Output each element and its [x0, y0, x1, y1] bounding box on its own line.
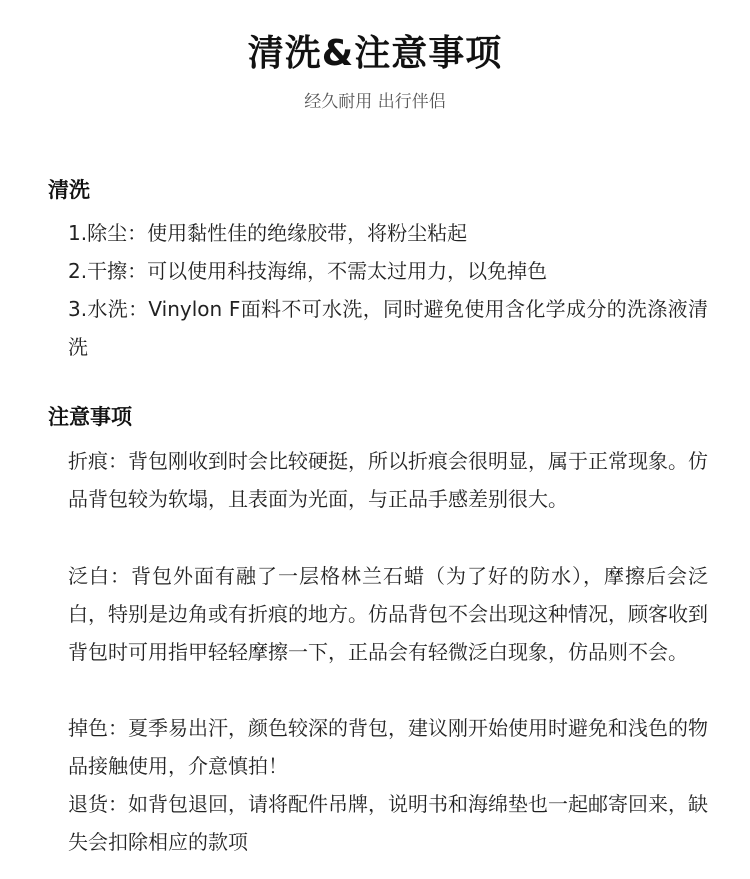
cleaning-heading: 清洗 [48, 178, 90, 202]
cleaning-item-wash: 3.水洗：Vinylon F面料不可水洗，同时避免使用含化学成分的洗涤液清洗 [68, 297, 708, 359]
note-item-whitening: 泛白：背包外面有融了一层格林兰石蜡（为了好的防水），摩擦后会泛白，特别是边角或有折痕的地方。仿品背包不会出现这种情况，顾客收到背包时可用指甲轻轻摩擦一下，正品会有轻微泛白现象，仿品则不会。 [68, 564, 708, 664]
cleaning-item-dry-wipe: 2.干擦：可以使用科技海绵，不需太过用力，以免掉色 [68, 259, 548, 283]
note-item-creases: 折痕：背包刚收到时会比较硬挺，所以折痕会很明显，属于正常现象。仿品背包较为软塌，且表面为光面，与正品手感差别很大。 [68, 449, 708, 511]
note-item-fading: 掉色：夏季易出汗，颜色较深的背包，建议刚开始使用时避免和浅色的物品接触使用，介意慎拍！ [68, 716, 708, 778]
notes-heading: 注意事项 [48, 405, 132, 429]
page-subtitle: 经久耐用 出行伴侣 [304, 92, 446, 112]
cleaning-item-dust: 1.除尘：使用黏性佳的绝缘胶带，将粉尘粘起 [68, 221, 468, 245]
note-item-returns: 退货：如背包退回，请将配件吊牌，说明书和海绵垫也一起邮寄回来，缺失会扣除相应的款项 [68, 792, 708, 854]
page-title: 清洗&注意事项 [247, 33, 503, 74]
